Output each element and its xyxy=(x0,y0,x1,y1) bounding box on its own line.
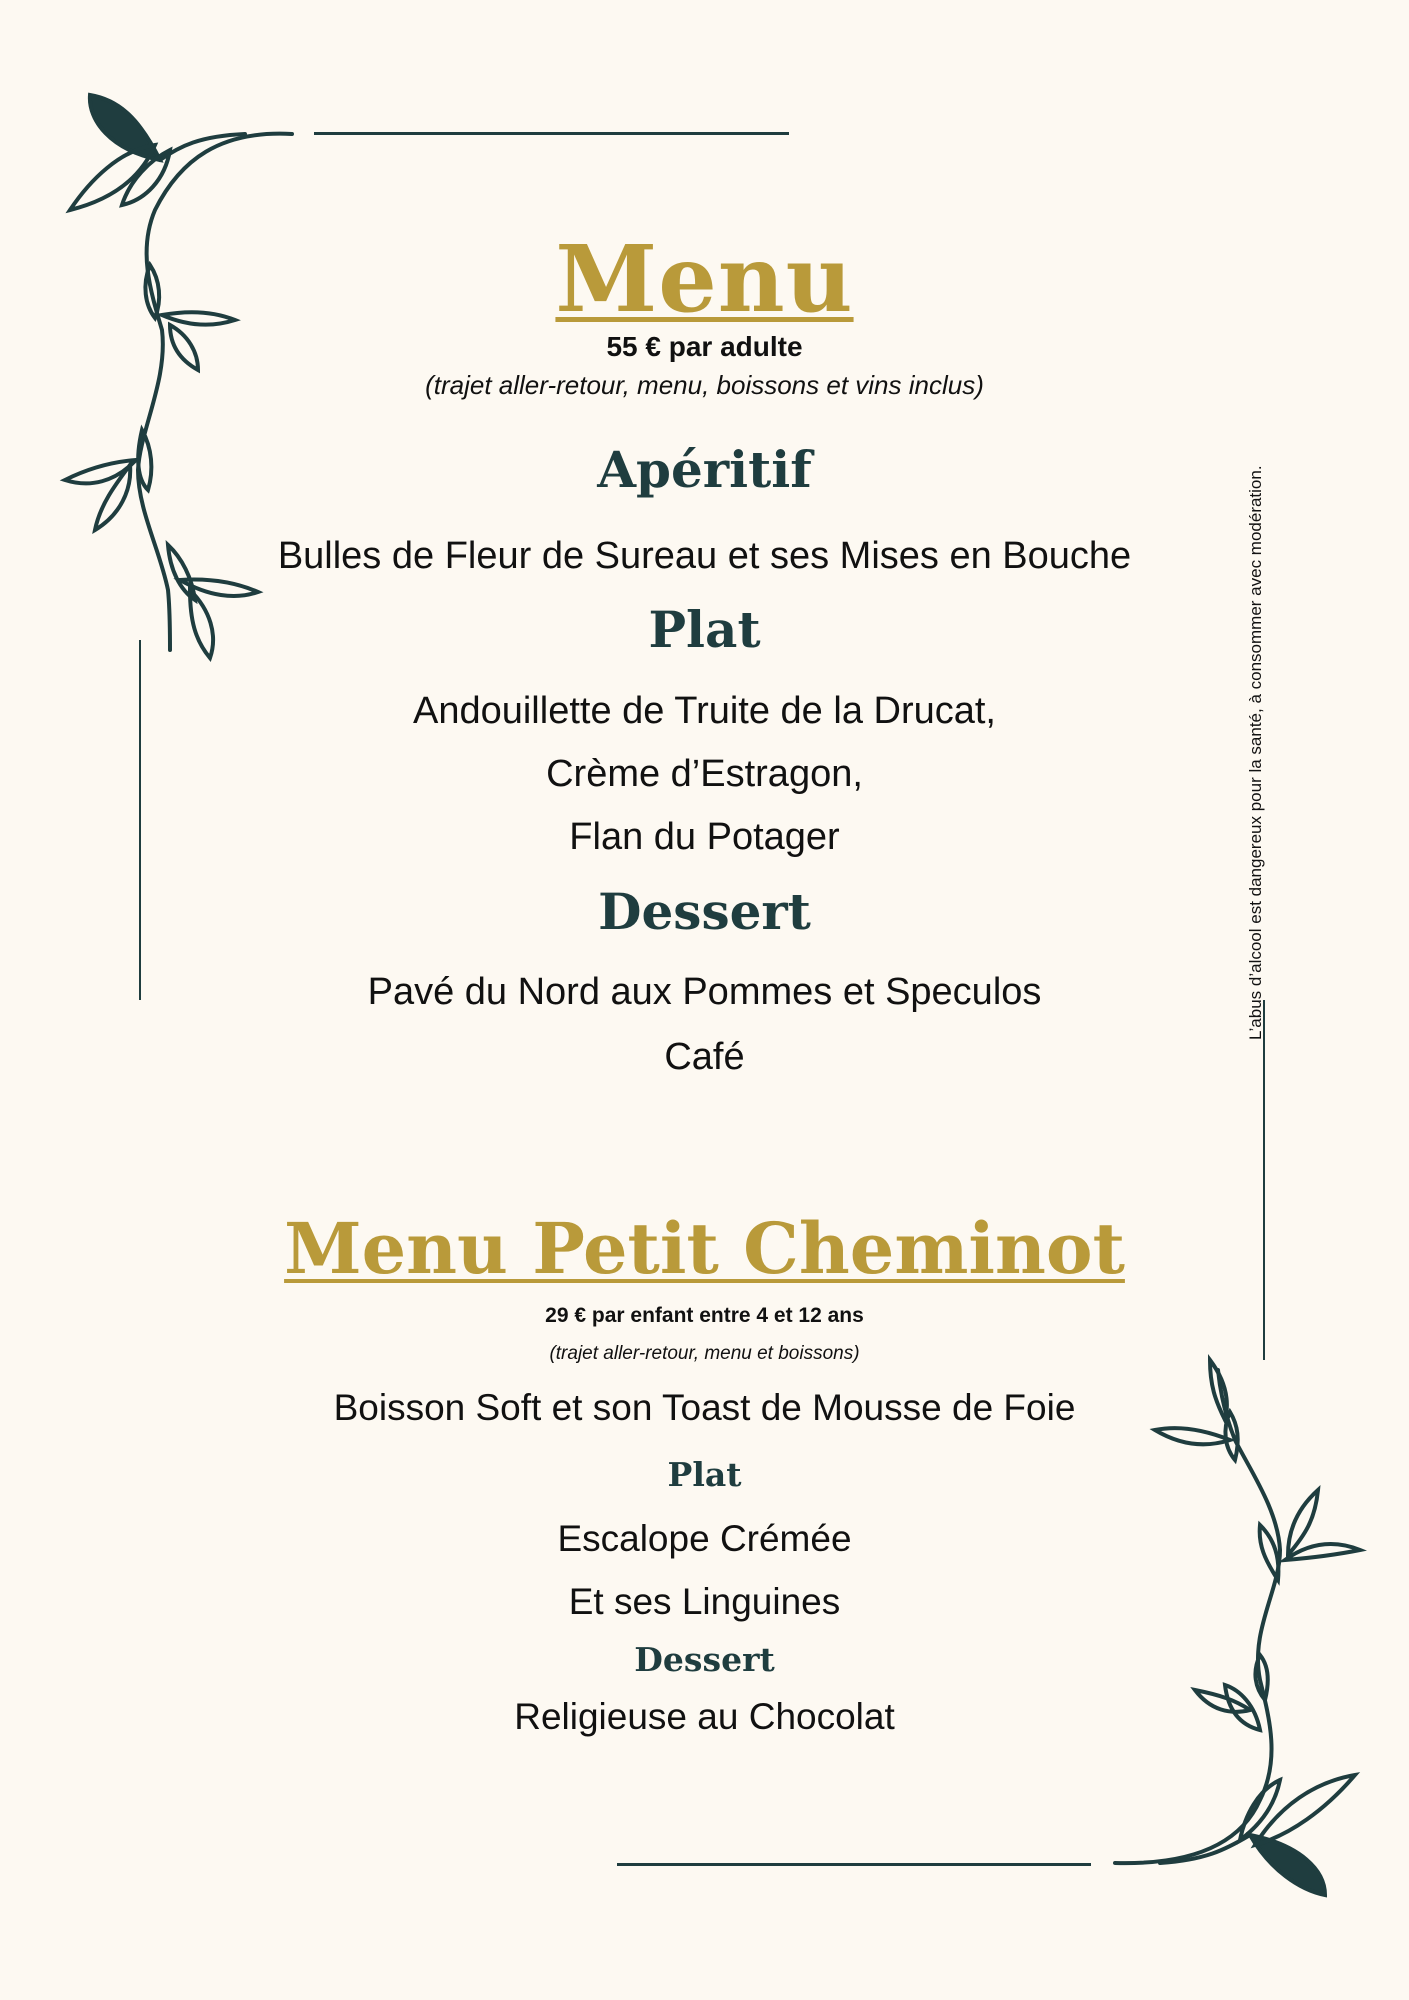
dessert-item: Café xyxy=(664,1036,745,1078)
kids-menu-title: Menu Petit Cheminot xyxy=(284,1207,1125,1290)
top-rule xyxy=(314,132,789,135)
kids-menu-price: 29 € par enfant entre 4 et 12 ans xyxy=(545,1304,864,1327)
aperitif-item: Bulles de Fleur de Sureau et ses Mises en Bouche xyxy=(277,535,1132,577)
plat-heading: Plat xyxy=(648,600,761,659)
dessert-item: Pavé du Nord aux Pommes et Speculos xyxy=(367,971,1042,1013)
kids-dessert-heading: Dessert xyxy=(634,1640,775,1679)
plat-item: Crème d’Estragon, xyxy=(546,753,863,795)
menu-note: (trajet aller-retour, menu, boissons et vins inclus) xyxy=(425,370,984,400)
kids-plat-item: Et ses Linguines xyxy=(568,1581,841,1622)
plat-item: Andouillette de Truite de la Drucat, xyxy=(412,690,996,732)
alcohol-warning: L’abus d’alcool est dangereux pour la santé, à consommer avec modération. xyxy=(1246,465,1265,1040)
plat-item: Flan du Potager xyxy=(569,816,840,858)
kids-plat-heading: Plat xyxy=(667,1455,742,1494)
bottom-rule xyxy=(617,1863,1091,1866)
menu-price: 55 € par adulte xyxy=(606,331,803,362)
aperitif-heading: Apéritif xyxy=(597,440,812,499)
kids-plat-item: Escalope Crémée xyxy=(557,1518,852,1559)
dessert-heading: Dessert xyxy=(598,882,811,941)
kids-aperitif-item: Boisson Soft et son Toast de Mousse de Foie xyxy=(333,1387,1076,1428)
menu-title: Menu xyxy=(555,225,854,333)
kids-dessert-item: Religieuse au Chocolat xyxy=(514,1696,895,1737)
kids-menu-note: (trajet aller-retour, menu et boissons) xyxy=(549,1343,860,1364)
